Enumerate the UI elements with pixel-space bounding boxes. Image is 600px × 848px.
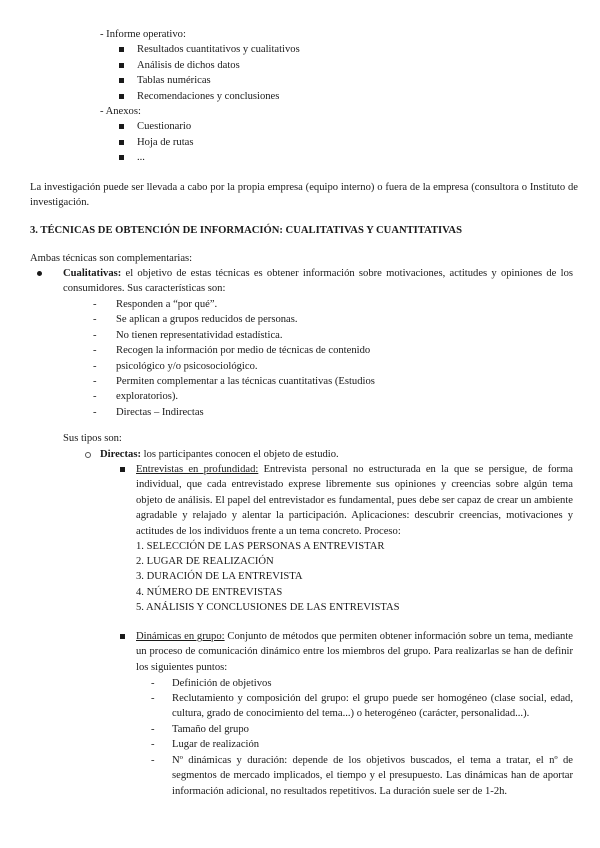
list-item: Nº dinámicas y duración: depende de los objetivos buscados, el tema a tratar, el nº de segmentos de mercado implicados, el tiempo y el presupuesto. Las dinámicas han de aportar información adicional, no resultados repetitivos. La duración suele ser de 1-2h. (172, 755, 573, 797)
directas-line (100, 447, 339, 462)
list-item: No tienen representatividad estadística. (116, 329, 283, 341)
informe-label: - Informe operativo: (100, 29, 186, 40)
process-step: 5. ANÁLISIS Y CONCLUSIONES DE LAS ENTREVISTAS (136, 601, 400, 613)
list-item: Se aplican a grupos reducidos de personas. (116, 314, 298, 326)
directas-text: los participantes conocen el objeto de estudio. (140, 449, 339, 460)
dash-bullet-icon: - (93, 406, 97, 418)
process-step: 1. SELECCIÓN DE LAS PERSONAS A ENTREVISTAR (136, 541, 385, 552)
list-item: Análisis de dichos datos (137, 60, 240, 71)
square-bullet-icon (120, 634, 125, 639)
section-heading: 3. TÉCNICAS DE OBTENCIÓN DE INFORMACIÓN: CUALITATIVAS Y CUANTITATIVAS (30, 225, 462, 236)
square-bullet-icon (119, 63, 124, 68)
square-bullet-icon (119, 155, 124, 160)
anexos-label: - Anexos: (100, 106, 141, 117)
dash-bullet-icon: - (93, 299, 97, 310)
list-item: Directas – Indirectas (116, 406, 204, 418)
entrevistas-term: Entrevistas en profundidad: (136, 464, 259, 475)
process-step: 2. LUGAR DE REALIZACIÓN (136, 556, 274, 568)
list-item: Responden a “por qué”. (116, 299, 218, 310)
directas-term: Directas: (100, 449, 141, 460)
dinamicas-paragraph (136, 629, 573, 675)
entrevistas-text: Entrevista personal no estructurada en la que se persigue, de forma individual, que cada entrevistado exprese libremente sus opiniones y creencias sobre algún tema objeto de análisis. El papel del entrevistador es fundamental, pues debe ser capaz de crear un ambiente agradable y relajado y alentar la participación. Aplicaciones: descubrir creencias, motivaciones y actitudes de los individuos frente a un tema concreto. Proceso: (136, 464, 573, 537)
dash-bullet-icon: - (151, 678, 155, 689)
dash-bullet-icon: - (151, 739, 155, 750)
dash-bullet-icon: - (151, 724, 155, 735)
list-item: Recomendaciones y conclusiones (137, 91, 280, 102)
square-bullet-icon (119, 124, 124, 129)
list-item: Reclutamiento y composición del grupo: el grupo puede ser homogéneo (clase social, edad, cultura, grado de conocimiento del tema...) o heterogéneo (carácter, personalidad...). (172, 693, 573, 720)
cualitativas-text: el objetivo de estas técnicas es obtener información sobre motivaciones, actitudes y opiniones de los consumidores. Sus características son: (63, 268, 573, 295)
list-item: Lugar de realización (172, 739, 260, 750)
list-item: psicológico y/o psicosociológico. (116, 360, 258, 372)
list-item: Recogen la información por medio de técnicas de contenido (116, 345, 371, 357)
body-paragraph: La investigación puede ser llevada a cabo por la propia empresa (equipo interno) o fuera de la empresa (consultora o Instituto de investigación. (30, 182, 578, 209)
dash-bullet-icon: - (151, 755, 155, 766)
cualitativas-paragraph (63, 266, 573, 297)
list-item: exploratorios). (116, 391, 179, 403)
bullet-icon (37, 271, 42, 276)
list-item: Definición de objetivos (172, 678, 272, 689)
dash-bullet-icon: - (93, 345, 97, 357)
dash-bullet-icon: - (93, 314, 97, 326)
square-bullet-icon (119, 94, 124, 99)
process-step: 4. NÚMERO DE ENTREVISTAS (136, 586, 283, 598)
dinamicas-text: Conjunto de métodos que permiten obtener información sobre un tema, mediante un proceso de comunicación dinámico entre los miembros del grupo. Para realizarlas se han de definir los siguientes puntos: (136, 631, 573, 673)
square-bullet-icon (119, 47, 124, 52)
dash-bullet-icon: - (151, 693, 155, 704)
dash-bullet-icon: - (93, 391, 97, 403)
intro-text: Ambas técnicas son complementarias: (30, 253, 193, 264)
dinamicas-term: Dinámicas en grupo: (136, 631, 225, 642)
list-item: Cuestionario (137, 121, 192, 132)
square-bullet-icon (120, 467, 125, 472)
list-item: Hoja de rutas (137, 137, 194, 148)
dash-bullet-icon: - (93, 360, 97, 372)
square-bullet-icon (119, 78, 124, 83)
dash-bullet-icon: - (93, 329, 97, 341)
list-item: Resultados cuantitativos y cualitativos (137, 44, 300, 55)
square-bullet-icon (119, 140, 124, 145)
list-item: Tamaño del grupo (172, 724, 249, 735)
list-item: Tablas numéricas (137, 75, 211, 86)
dash-bullet-icon: - (93, 376, 97, 387)
process-step: 3. DURACIÓN DE LA ENTREVISTA (136, 571, 303, 583)
list-item: Permiten complementar a las técnicas cuantitativas (Estudios (116, 376, 375, 387)
list-item: ... (137, 152, 145, 163)
tipos-label: Sus tipos son: (63, 433, 122, 444)
entrevistas-paragraph (136, 462, 573, 539)
circle-bullet-icon (85, 452, 91, 458)
cualitativas-term: Cualitativas: (63, 268, 122, 279)
